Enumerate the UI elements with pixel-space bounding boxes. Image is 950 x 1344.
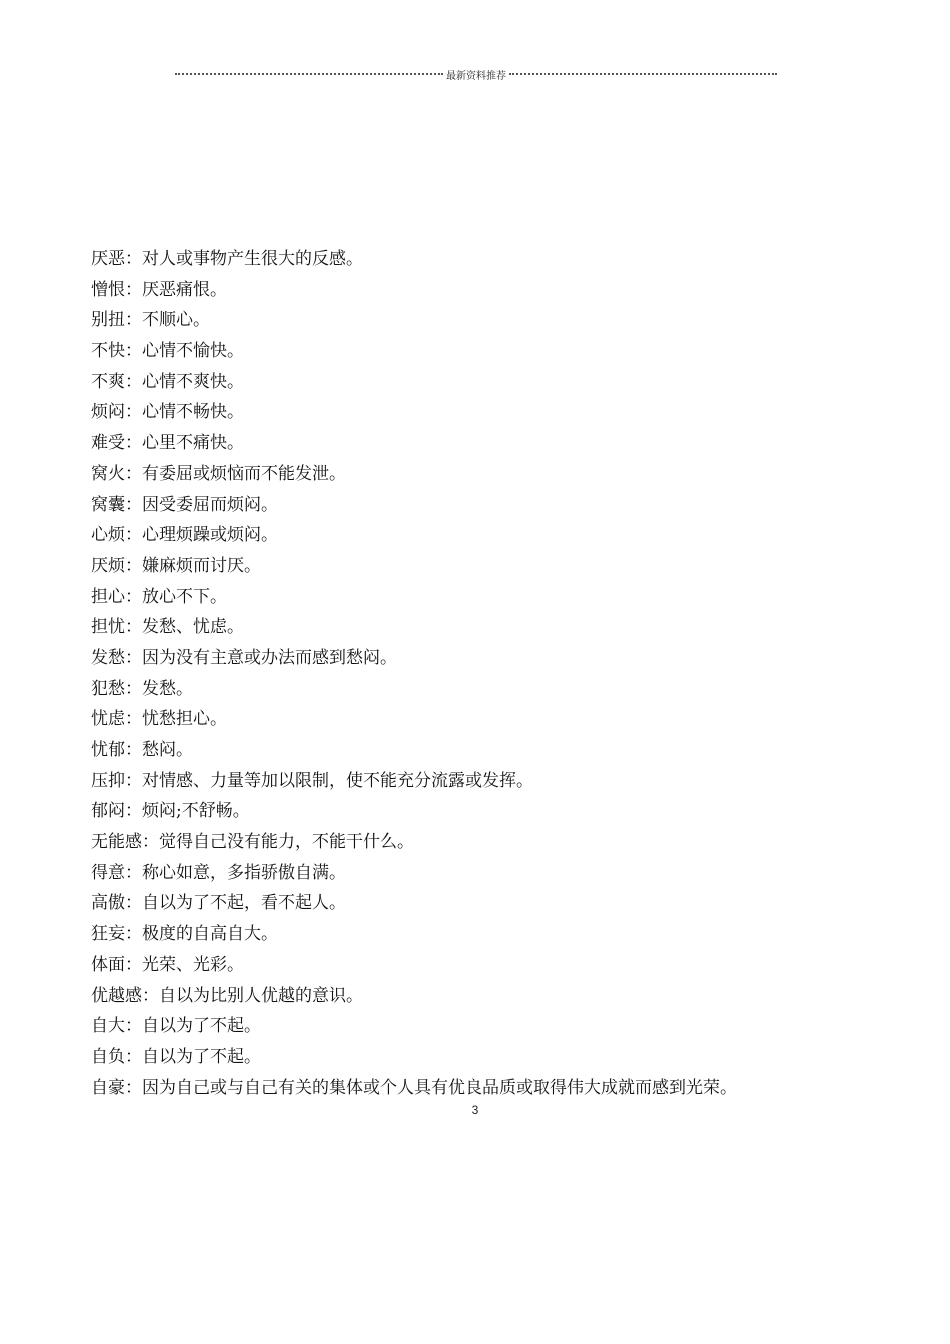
entry-definition: 放心不下。 bbox=[142, 586, 227, 607]
entry-definition: 觉得自己没有能力，不能干什么。 bbox=[159, 832, 414, 853]
entry-term: 体面 bbox=[91, 954, 125, 975]
entry-definition: 厌恶痛恨。 bbox=[142, 279, 227, 300]
entry-term: 烦闷 bbox=[91, 402, 125, 423]
entry-separator: ： bbox=[125, 279, 142, 300]
entry-definition: 光荣、光彩。 bbox=[142, 954, 244, 975]
entry-separator: ： bbox=[125, 433, 142, 454]
header-title: 最新资料推荐 bbox=[446, 70, 506, 82]
entry-term: 犯愁 bbox=[91, 678, 125, 699]
entry-separator: ： bbox=[125, 954, 142, 975]
entry-term: 自负 bbox=[91, 1046, 125, 1067]
glossary-entry bbox=[91, 582, 891, 613]
entry-definition: 因受委屈而烦闷。 bbox=[142, 494, 278, 515]
page-header bbox=[175, 64, 777, 84]
glossary-entry bbox=[91, 950, 891, 981]
entry-definition: 心情不愉快。 bbox=[142, 341, 244, 362]
entry-definition: 心里不痛快。 bbox=[142, 433, 244, 454]
entry-term: 厌恶 bbox=[91, 249, 125, 269]
glossary-entry bbox=[91, 1011, 891, 1042]
entry-separator: ： bbox=[125, 924, 142, 945]
glossary-entry bbox=[91, 981, 891, 1012]
glossary-entry bbox=[91, 858, 891, 889]
glossary-entry bbox=[91, 674, 891, 705]
entry-term: 压抑 bbox=[91, 770, 125, 791]
entry-definition: 对人或事物产生很大的反感。 bbox=[142, 249, 363, 269]
entry-term: 自豪 bbox=[91, 1077, 125, 1098]
entry-definition: 心情不畅快。 bbox=[142, 402, 244, 423]
entry-separator: ： bbox=[125, 555, 142, 576]
entry-separator: ： bbox=[125, 1016, 142, 1037]
entry-term: 狂妄 bbox=[91, 924, 125, 945]
page-number: 3 bbox=[471, 1103, 479, 1117]
entry-separator: ： bbox=[125, 525, 142, 546]
entry-separator: ： bbox=[125, 893, 142, 914]
glossary-entry bbox=[91, 766, 891, 797]
entry-term: 厌烦 bbox=[91, 555, 125, 576]
glossary-entry bbox=[91, 367, 891, 398]
entry-definition: 自以为了不起。 bbox=[142, 1046, 261, 1067]
entry-term: 自大 bbox=[91, 1016, 125, 1037]
glossary-entry bbox=[91, 459, 891, 490]
entry-term: 担心 bbox=[91, 586, 125, 607]
glossary-entry bbox=[91, 244, 891, 275]
entry-separator: ： bbox=[125, 371, 142, 392]
entry-term: 郁闷 bbox=[91, 801, 125, 822]
entry-term: 心烦 bbox=[91, 525, 125, 546]
entry-term: 窝囊 bbox=[91, 494, 125, 515]
header-dotted-line-right bbox=[509, 73, 777, 75]
entry-term: 别扭 bbox=[91, 310, 125, 331]
entry-definition: 因为没有主意或办法而感到愁闷。 bbox=[142, 647, 397, 668]
entry-separator: ： bbox=[125, 341, 142, 362]
glossary-list bbox=[91, 244, 891, 1103]
glossary-entry bbox=[91, 336, 891, 367]
entry-separator: ： bbox=[125, 402, 142, 423]
glossary-entry bbox=[91, 1073, 891, 1104]
entry-separator: ： bbox=[142, 985, 159, 1006]
glossary-entry bbox=[91, 643, 891, 674]
entry-definition: 有委屈或烦恼而不能发泄。 bbox=[142, 463, 346, 484]
glossary-entry bbox=[91, 275, 891, 306]
glossary-entry bbox=[91, 612, 891, 643]
glossary-entry bbox=[91, 520, 891, 551]
entry-term: 窝火 bbox=[91, 463, 125, 484]
entry-separator: ： bbox=[125, 770, 142, 791]
entry-separator: ： bbox=[125, 862, 142, 883]
entry-definition: 极度的自高自大。 bbox=[142, 924, 278, 945]
entry-separator: ： bbox=[125, 709, 142, 730]
entry-term: 发愁 bbox=[91, 647, 125, 668]
entry-term: 忧郁 bbox=[91, 740, 125, 760]
entry-separator: ： bbox=[125, 310, 142, 331]
glossary-entry bbox=[91, 704, 891, 735]
entry-definition: 忧愁担心。 bbox=[142, 709, 227, 730]
entry-definition: 发愁。 bbox=[142, 678, 193, 699]
entry-term: 担忧 bbox=[91, 617, 125, 638]
entry-definition: 称心如意，多指骄傲自满。 bbox=[142, 862, 346, 883]
entry-separator: ： bbox=[125, 678, 142, 699]
entry-separator: ： bbox=[125, 740, 142, 760]
entry-separator: ： bbox=[125, 617, 142, 638]
entry-term: 不快 bbox=[91, 341, 125, 362]
glossary-entry bbox=[91, 827, 891, 858]
entry-term: 憎恨 bbox=[91, 279, 125, 300]
entry-definition: 自以为了不起。 bbox=[142, 1016, 261, 1037]
entry-separator: ： bbox=[125, 1077, 142, 1098]
entry-separator: ： bbox=[125, 249, 142, 269]
glossary-entry bbox=[91, 888, 891, 919]
entry-separator: ： bbox=[142, 832, 159, 853]
header-dotted-line-left bbox=[175, 73, 443, 75]
entry-separator: ： bbox=[125, 1046, 142, 1067]
glossary-entry bbox=[91, 490, 891, 521]
entry-definition: 心理烦躁或烦闷。 bbox=[142, 525, 278, 546]
entry-term: 得意 bbox=[91, 862, 125, 883]
entry-definition: 对情感、力量等加以限制，使不能充分流露或发挥。 bbox=[142, 770, 533, 791]
entry-separator: ： bbox=[125, 463, 142, 484]
entry-separator: ： bbox=[125, 494, 142, 515]
entry-term: 不爽 bbox=[91, 371, 125, 392]
entry-separator: ： bbox=[125, 801, 142, 822]
entry-separator: ： bbox=[125, 647, 142, 668]
glossary-entry bbox=[91, 428, 891, 459]
entry-term: 忧虑 bbox=[91, 709, 125, 730]
entry-term: 优越感 bbox=[91, 985, 142, 1006]
glossary-entry bbox=[91, 735, 891, 766]
glossary-entry bbox=[91, 1042, 891, 1073]
entry-definition: 心情不爽快。 bbox=[142, 371, 244, 392]
entry-definition: 愁闷。 bbox=[142, 740, 193, 760]
glossary-entry bbox=[91, 305, 891, 336]
entry-term: 难受 bbox=[91, 433, 125, 454]
entry-definition: 烦闷;不舒畅。 bbox=[142, 801, 250, 822]
entry-definition: 因为自己或与自己有关的集体或个人具有优良品质或取得伟大成就而感到光荣。 bbox=[142, 1077, 737, 1098]
glossary-entry bbox=[91, 796, 891, 827]
entry-definition: 不顺心。 bbox=[142, 310, 210, 331]
glossary-entry bbox=[91, 551, 891, 582]
entry-definition: 自以为了不起，看不起人。 bbox=[142, 893, 346, 914]
entry-definition: 嫌麻烦而讨厌。 bbox=[142, 555, 261, 576]
entry-definition: 发愁、忧虑。 bbox=[142, 617, 244, 638]
entry-separator: ： bbox=[125, 586, 142, 607]
glossary-entry bbox=[91, 919, 891, 950]
entry-definition: 自以为比别人优越的意识。 bbox=[159, 985, 363, 1006]
glossary-entry bbox=[91, 397, 891, 428]
entry-term: 无能感 bbox=[91, 832, 142, 853]
entry-term: 高傲 bbox=[91, 893, 125, 914]
